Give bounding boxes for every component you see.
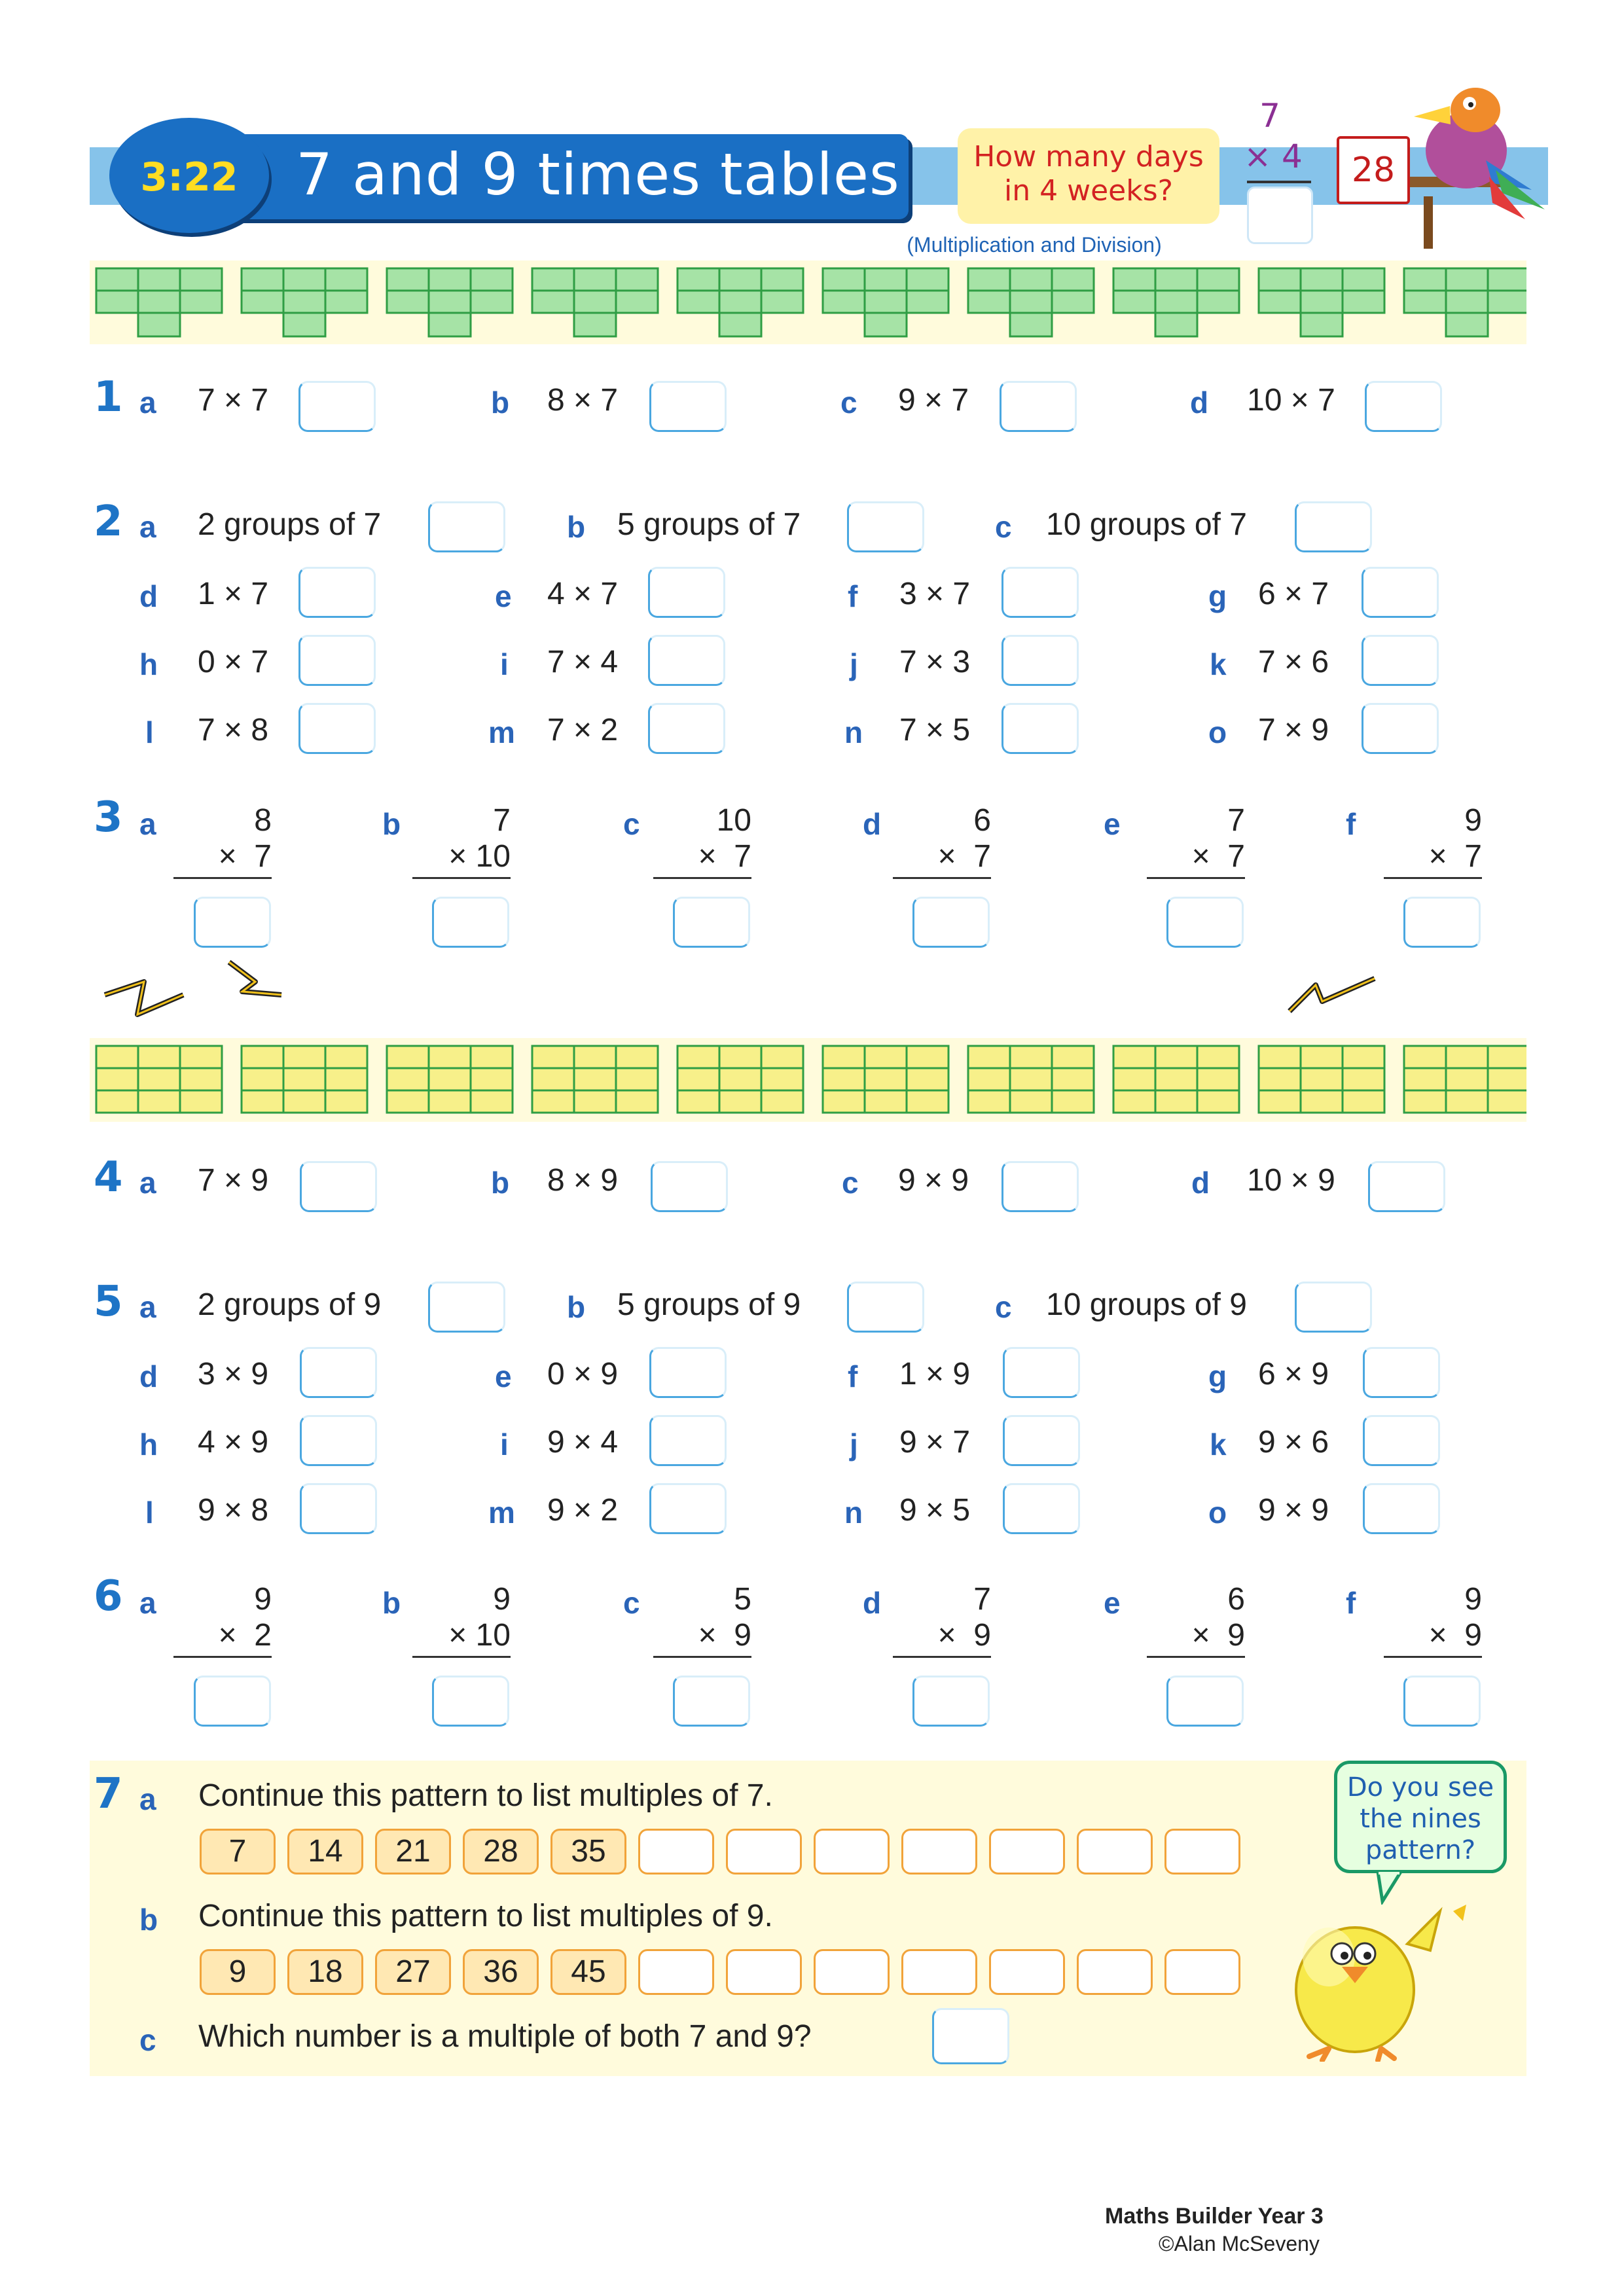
q3-c-problem xyxy=(653,802,751,879)
q7-b-cell-11[interactable] xyxy=(1077,1949,1153,1995)
q3-e-label: e xyxy=(1104,807,1121,841)
q6-a-label: a xyxy=(139,1586,156,1620)
q7-a-text: Continue this pattern to list multiples of 7. xyxy=(198,1778,773,1813)
q2-f-label: f xyxy=(848,579,858,613)
q5-h-label: h xyxy=(139,1427,158,1462)
q3-b-answer[interactable] xyxy=(432,897,509,948)
hint-speech-bubble xyxy=(1334,1761,1507,1873)
q3-a-problem xyxy=(173,802,272,879)
q2-c-label: c xyxy=(995,510,1012,544)
q1-b-answer[interactable] xyxy=(649,381,727,432)
q3-e-top: 7 xyxy=(1227,803,1245,838)
q1-d-answer[interactable] xyxy=(1365,381,1442,432)
q6-c-label: c xyxy=(623,1586,640,1620)
q5-d-text: 3 × 9 xyxy=(198,1357,269,1391)
q2-k-answer[interactable] xyxy=(1362,635,1439,686)
q6-b-top: 9 xyxy=(493,1582,511,1617)
q7-b-cell-12[interactable] xyxy=(1164,1949,1240,1995)
q6-b-rule xyxy=(412,1656,511,1658)
q1-d-text: 10 × 7 xyxy=(1247,383,1335,418)
q7-c-text: Which number is a multiple of both 7 and 9? xyxy=(198,2019,812,2054)
q2-a-text: 2 groups of 7 xyxy=(198,507,382,542)
q5-e-text: 0 × 9 xyxy=(547,1357,619,1391)
q2-d-text: 1 × 7 xyxy=(198,577,269,611)
q7-c-label: c xyxy=(139,2023,156,2057)
q3-d-problem xyxy=(893,802,991,879)
q3-e-problem xyxy=(1147,802,1245,879)
q5-b-label: b xyxy=(567,1290,586,1324)
q4-b-label: b xyxy=(491,1166,510,1200)
yellow-grid-shapes xyxy=(90,1038,1526,1122)
q5-e-label: e xyxy=(495,1359,512,1393)
question-1-number: 1 xyxy=(94,373,123,422)
q6-b-problem xyxy=(412,1581,511,1658)
q3-c-label: c xyxy=(623,807,640,841)
q3-b-top: 7 xyxy=(493,803,511,838)
q3-e-bottom: × 7 xyxy=(1191,839,1245,874)
q6-a-problem xyxy=(173,1581,272,1658)
q3-f-problem xyxy=(1384,802,1482,879)
q3-a-bottom: × 7 xyxy=(218,839,272,874)
q5-b-text: 5 groups of 9 xyxy=(617,1287,801,1322)
q2-i-answer[interactable] xyxy=(648,635,725,686)
q6-c-top: 5 xyxy=(734,1582,751,1617)
q2-l-text: 7 × 8 xyxy=(198,713,269,747)
q3-e-answer[interactable] xyxy=(1166,897,1244,948)
question-6-number: 6 xyxy=(94,1572,123,1621)
q2-m-answer[interactable] xyxy=(648,703,725,754)
q5-d-label: d xyxy=(139,1359,158,1393)
q2-f-answer[interactable] xyxy=(1001,567,1079,618)
q3-d-top: 6 xyxy=(973,803,991,838)
q2-j-label: j xyxy=(850,647,858,681)
q5-o-text: 9 × 9 xyxy=(1258,1493,1329,1528)
q3-b-problem xyxy=(412,802,511,879)
q6-b-label: b xyxy=(382,1586,401,1620)
q5-f-text: 1 × 9 xyxy=(899,1357,971,1391)
q5-f-label: f xyxy=(848,1359,858,1393)
q6-c-problem xyxy=(653,1581,751,1658)
q2-b-label: b xyxy=(567,510,586,544)
q7-a-cell-10[interactable] xyxy=(989,1829,1065,1874)
q2-m-text: 7 × 2 xyxy=(547,713,619,747)
q5-l-answer[interactable] xyxy=(300,1483,377,1534)
q7-a-cell-5: 35 xyxy=(550,1829,626,1874)
q4-a-answer[interactable] xyxy=(300,1161,377,1212)
q7-b-cell-2: 18 xyxy=(287,1949,363,1995)
q7-c-answer[interactable] xyxy=(932,2008,1009,2064)
q2-o-text: 7 × 9 xyxy=(1258,713,1329,747)
warmup-multiplier: × 4 xyxy=(1244,137,1303,175)
zigzag-decoration-right xyxy=(1283,962,1381,1021)
q6-f-bottom: × 9 xyxy=(1428,1618,1482,1653)
q3-d-answer[interactable] xyxy=(912,897,990,948)
q6-e-rule xyxy=(1147,1656,1245,1658)
q2-h-label: h xyxy=(139,647,158,681)
q6-e-answer[interactable] xyxy=(1166,1676,1244,1727)
q2-n-text: 7 × 5 xyxy=(899,713,971,747)
q1-b-label: b xyxy=(491,386,510,420)
q1-c-label: c xyxy=(840,386,857,420)
q5-a-text: 2 groups of 9 xyxy=(198,1287,382,1322)
q7-a-cell-7[interactable] xyxy=(726,1829,802,1874)
q3-d-rule xyxy=(893,877,991,879)
q5-l-label: l xyxy=(145,1496,154,1530)
q3-f-label: f xyxy=(1346,807,1356,841)
question-5-number: 5 xyxy=(94,1278,123,1326)
q5-n-label: n xyxy=(844,1496,863,1530)
q2-k-label: k xyxy=(1210,647,1227,681)
q2-d-answer[interactable] xyxy=(298,567,376,618)
warmup-line-1: How many days xyxy=(973,140,1204,173)
q6-b-answer[interactable] xyxy=(432,1676,509,1727)
q5-n-text: 9 × 5 xyxy=(899,1493,971,1528)
page-title: 7 and 9 times tables xyxy=(296,141,900,208)
q5-a-label: a xyxy=(139,1290,156,1324)
q1-d-label: d xyxy=(1190,386,1209,420)
q2-i-text: 7 × 4 xyxy=(547,645,619,679)
q6-d-answer[interactable] xyxy=(912,1676,990,1727)
q5-h-answer[interactable] xyxy=(300,1415,377,1466)
warmup-multiplicand: 7 xyxy=(1259,97,1280,135)
q2-c-answer[interactable] xyxy=(1295,501,1372,552)
q4-c-answer[interactable] xyxy=(1001,1161,1079,1212)
q3-c-rule xyxy=(653,877,751,879)
q4-b-answer[interactable] xyxy=(651,1161,728,1212)
q3-c-top: 10 xyxy=(716,803,751,838)
question-2-number: 2 xyxy=(94,497,123,546)
q6-f-top: 9 xyxy=(1464,1582,1482,1617)
q5-g-text: 6 × 9 xyxy=(1258,1357,1329,1391)
q2-e-label: e xyxy=(495,579,512,613)
q3-d-bottom: × 7 xyxy=(937,839,991,874)
question-4-number: 4 xyxy=(94,1153,123,1202)
q2-n-answer[interactable] xyxy=(1001,703,1079,754)
q2-o-answer[interactable] xyxy=(1362,703,1439,754)
q7-a-label: a xyxy=(139,1782,156,1816)
q4-d-text: 10 × 9 xyxy=(1247,1163,1335,1198)
q2-n-label: n xyxy=(844,715,863,749)
q6-f-answer[interactable] xyxy=(1403,1676,1481,1727)
footer-title: Maths Builder Year 3 xyxy=(1105,2204,1324,2229)
q1-c-text: 9 × 7 xyxy=(898,383,969,418)
q3-a-rule xyxy=(173,877,272,879)
q5-h-text: 4 × 9 xyxy=(198,1425,269,1460)
q6-d-top: 7 xyxy=(973,1582,991,1617)
q2-a-label: a xyxy=(139,510,156,544)
warmup-answer-box[interactable] xyxy=(1247,187,1313,244)
q4-d-label: d xyxy=(1191,1166,1210,1200)
q7-b-label: b xyxy=(139,1903,158,1937)
q3-f-rule xyxy=(1384,877,1482,879)
q4-b-text: 8 × 9 xyxy=(547,1163,619,1198)
footer-copyright: ©Alan McSeveny xyxy=(1159,2232,1320,2255)
zigzag-decoration-left xyxy=(98,956,295,1028)
question-7-number: 7 xyxy=(94,1770,123,1818)
q5-j-answer[interactable] xyxy=(1003,1415,1080,1466)
q3-a-top: 8 xyxy=(254,803,272,838)
q2-g-answer[interactable] xyxy=(1362,567,1439,618)
q5-j-text: 9 × 7 xyxy=(899,1425,971,1460)
q4-a-label: a xyxy=(139,1166,156,1200)
q2-o-label: o xyxy=(1208,715,1227,749)
q5-c-label: c xyxy=(995,1290,1012,1324)
q2-k-text: 7 × 6 xyxy=(1258,645,1329,679)
q6-e-problem xyxy=(1147,1581,1245,1658)
q5-k-label: k xyxy=(1210,1427,1227,1462)
q7-b-cell-9[interactable] xyxy=(901,1949,977,1995)
q3-f-bottom: × 7 xyxy=(1428,839,1482,874)
q6-c-rule xyxy=(653,1656,751,1658)
q5-a-answer[interactable] xyxy=(428,1282,505,1333)
q2-m-label: m xyxy=(488,715,515,749)
q7-a-cell-8[interactable] xyxy=(814,1829,890,1874)
q1-a-text: 7 × 7 xyxy=(198,383,269,418)
q6-f-rule xyxy=(1384,1656,1482,1658)
q5-n-answer[interactable] xyxy=(1003,1483,1080,1534)
q3-a-answer[interactable] xyxy=(194,897,271,948)
question-3-number: 3 xyxy=(94,793,123,842)
q5-g-answer[interactable] xyxy=(1363,1347,1440,1398)
page-subtitle: (Multiplication and Division) xyxy=(907,233,1162,257)
q6-a-rule xyxy=(173,1656,272,1658)
warmup-line-2: in 4 weeks? xyxy=(1004,174,1173,207)
q2-g-label: g xyxy=(1208,579,1227,613)
q2-e-answer[interactable] xyxy=(648,567,725,618)
q1-c-answer[interactable] xyxy=(1000,381,1077,432)
q2-c-text: 10 groups of 7 xyxy=(1046,507,1247,542)
q5-c-text: 10 groups of 9 xyxy=(1046,1287,1247,1322)
q4-c-text: 9 × 9 xyxy=(898,1163,969,1198)
q2-j-answer[interactable] xyxy=(1001,635,1079,686)
q3-b-label: b xyxy=(382,807,401,841)
hint-line-2: the nines xyxy=(1360,1804,1481,1834)
q4-a-text: 7 × 9 xyxy=(198,1163,269,1198)
q5-m-label: m xyxy=(488,1496,515,1530)
q7-b-cell-4: 36 xyxy=(463,1949,539,1995)
q3-f-answer[interactable] xyxy=(1403,897,1481,948)
q6-d-bottom: × 9 xyxy=(937,1618,991,1653)
q5-k-answer[interactable] xyxy=(1363,1415,1440,1466)
q5-m-answer[interactable] xyxy=(649,1483,727,1534)
q6-a-bottom: × 2 xyxy=(218,1618,272,1653)
hint-line-1: Do you see xyxy=(1346,1772,1494,1803)
q6-e-bottom: × 9 xyxy=(1191,1618,1245,1653)
q3-a-label: a xyxy=(139,807,156,841)
q7-a-cell-9[interactable] xyxy=(901,1829,977,1874)
q2-b-text: 5 groups of 7 xyxy=(617,507,801,542)
q2-i-label: i xyxy=(500,647,509,681)
q7-b-cell-10[interactable] xyxy=(989,1949,1065,1995)
q4-c-label: c xyxy=(842,1166,859,1200)
q7-b-cell-3: 27 xyxy=(375,1949,451,1995)
q5-i-answer[interactable] xyxy=(649,1415,727,1466)
q7-b-cell-6[interactable] xyxy=(638,1949,714,1995)
q5-g-label: g xyxy=(1208,1359,1227,1393)
q1-a-label: a xyxy=(139,386,156,420)
q6-b-bottom: × 10 xyxy=(448,1618,511,1653)
q6-f-label: f xyxy=(1346,1586,1356,1620)
q7-b-text: Continue this pattern to list multiples of 9. xyxy=(198,1899,773,1933)
q7-a-cell-6[interactable] xyxy=(638,1829,714,1874)
q3-c-bottom: × 7 xyxy=(698,839,751,874)
q6-d-label: d xyxy=(863,1586,882,1620)
q5-e-answer[interactable] xyxy=(649,1347,727,1398)
q1-b-text: 8 × 7 xyxy=(547,383,619,418)
q5-b-answer[interactable] xyxy=(847,1282,924,1333)
q6-a-top: 9 xyxy=(254,1582,272,1617)
q6-c-answer[interactable] xyxy=(673,1676,750,1727)
q7-a-cell-2: 14 xyxy=(287,1829,363,1874)
q3-f-top: 9 xyxy=(1464,803,1482,838)
q2-e-text: 4 × 7 xyxy=(547,577,619,611)
q3-b-rule xyxy=(412,877,511,879)
q7-a-cell-4: 28 xyxy=(463,1829,539,1874)
q5-i-text: 9 × 4 xyxy=(547,1425,619,1460)
warmup-question xyxy=(958,128,1219,224)
q6-a-answer[interactable] xyxy=(194,1676,271,1727)
q6-e-top: 6 xyxy=(1227,1582,1245,1617)
q5-m-text: 9 × 2 xyxy=(547,1493,619,1528)
warmup-rule xyxy=(1247,181,1311,183)
q7-a-cell-1: 7 xyxy=(200,1829,276,1874)
parrot-sign: 28 xyxy=(1337,136,1410,204)
q2-a-answer[interactable] xyxy=(428,501,505,552)
q2-j-text: 7 × 3 xyxy=(899,645,971,679)
q5-d-answer[interactable] xyxy=(300,1347,377,1398)
q5-o-answer[interactable] xyxy=(1363,1483,1440,1534)
q1-a-answer[interactable] xyxy=(298,381,376,432)
hint-line-3: pattern? xyxy=(1365,1835,1476,1865)
q3-b-bottom: × 10 xyxy=(448,839,511,874)
q3-e-rule xyxy=(1147,877,1245,879)
chick-illustration xyxy=(1244,1885,1479,2062)
q5-j-label: j xyxy=(850,1427,858,1462)
q7-a-cell-12[interactable] xyxy=(1164,1829,1240,1874)
q2-f-text: 3 × 7 xyxy=(899,577,971,611)
q6-d-rule xyxy=(893,1656,991,1658)
q2-h-answer[interactable] xyxy=(298,635,376,686)
q3-d-label: d xyxy=(863,807,882,841)
q4-d-answer[interactable] xyxy=(1368,1161,1445,1212)
q2-l-label: l xyxy=(145,715,154,749)
q6-d-problem xyxy=(893,1581,991,1658)
q2-d-label: d xyxy=(139,579,158,613)
q2-b-answer[interactable] xyxy=(847,501,924,552)
q5-c-answer[interactable] xyxy=(1295,1282,1372,1333)
q7-a-cell-3: 21 xyxy=(375,1829,451,1874)
q7-b-cell-8[interactable] xyxy=(814,1949,890,1995)
q5-l-text: 9 × 8 xyxy=(198,1493,269,1528)
q2-h-text: 0 × 7 xyxy=(198,645,269,679)
q7-a-cell-11[interactable] xyxy=(1077,1829,1153,1874)
q2-l-answer[interactable] xyxy=(298,703,376,754)
q7-b-cell-7[interactable] xyxy=(726,1949,802,1995)
q6-f-problem xyxy=(1384,1581,1482,1658)
green-grid-shapes xyxy=(90,260,1526,344)
q5-i-label: i xyxy=(500,1427,509,1462)
q5-o-label: o xyxy=(1208,1496,1227,1530)
q5-k-text: 9 × 6 xyxy=(1258,1425,1329,1460)
q7-b-cell-1: 9 xyxy=(200,1949,276,1995)
q7-b-cell-5: 45 xyxy=(550,1949,626,1995)
q6-c-bottom: × 9 xyxy=(698,1618,751,1653)
q2-g-text: 6 × 7 xyxy=(1258,577,1329,611)
unit-number: 3:22 xyxy=(140,154,238,200)
q6-e-label: e xyxy=(1104,1586,1121,1620)
q5-f-answer[interactable] xyxy=(1003,1347,1080,1398)
q3-c-answer[interactable] xyxy=(673,897,750,948)
